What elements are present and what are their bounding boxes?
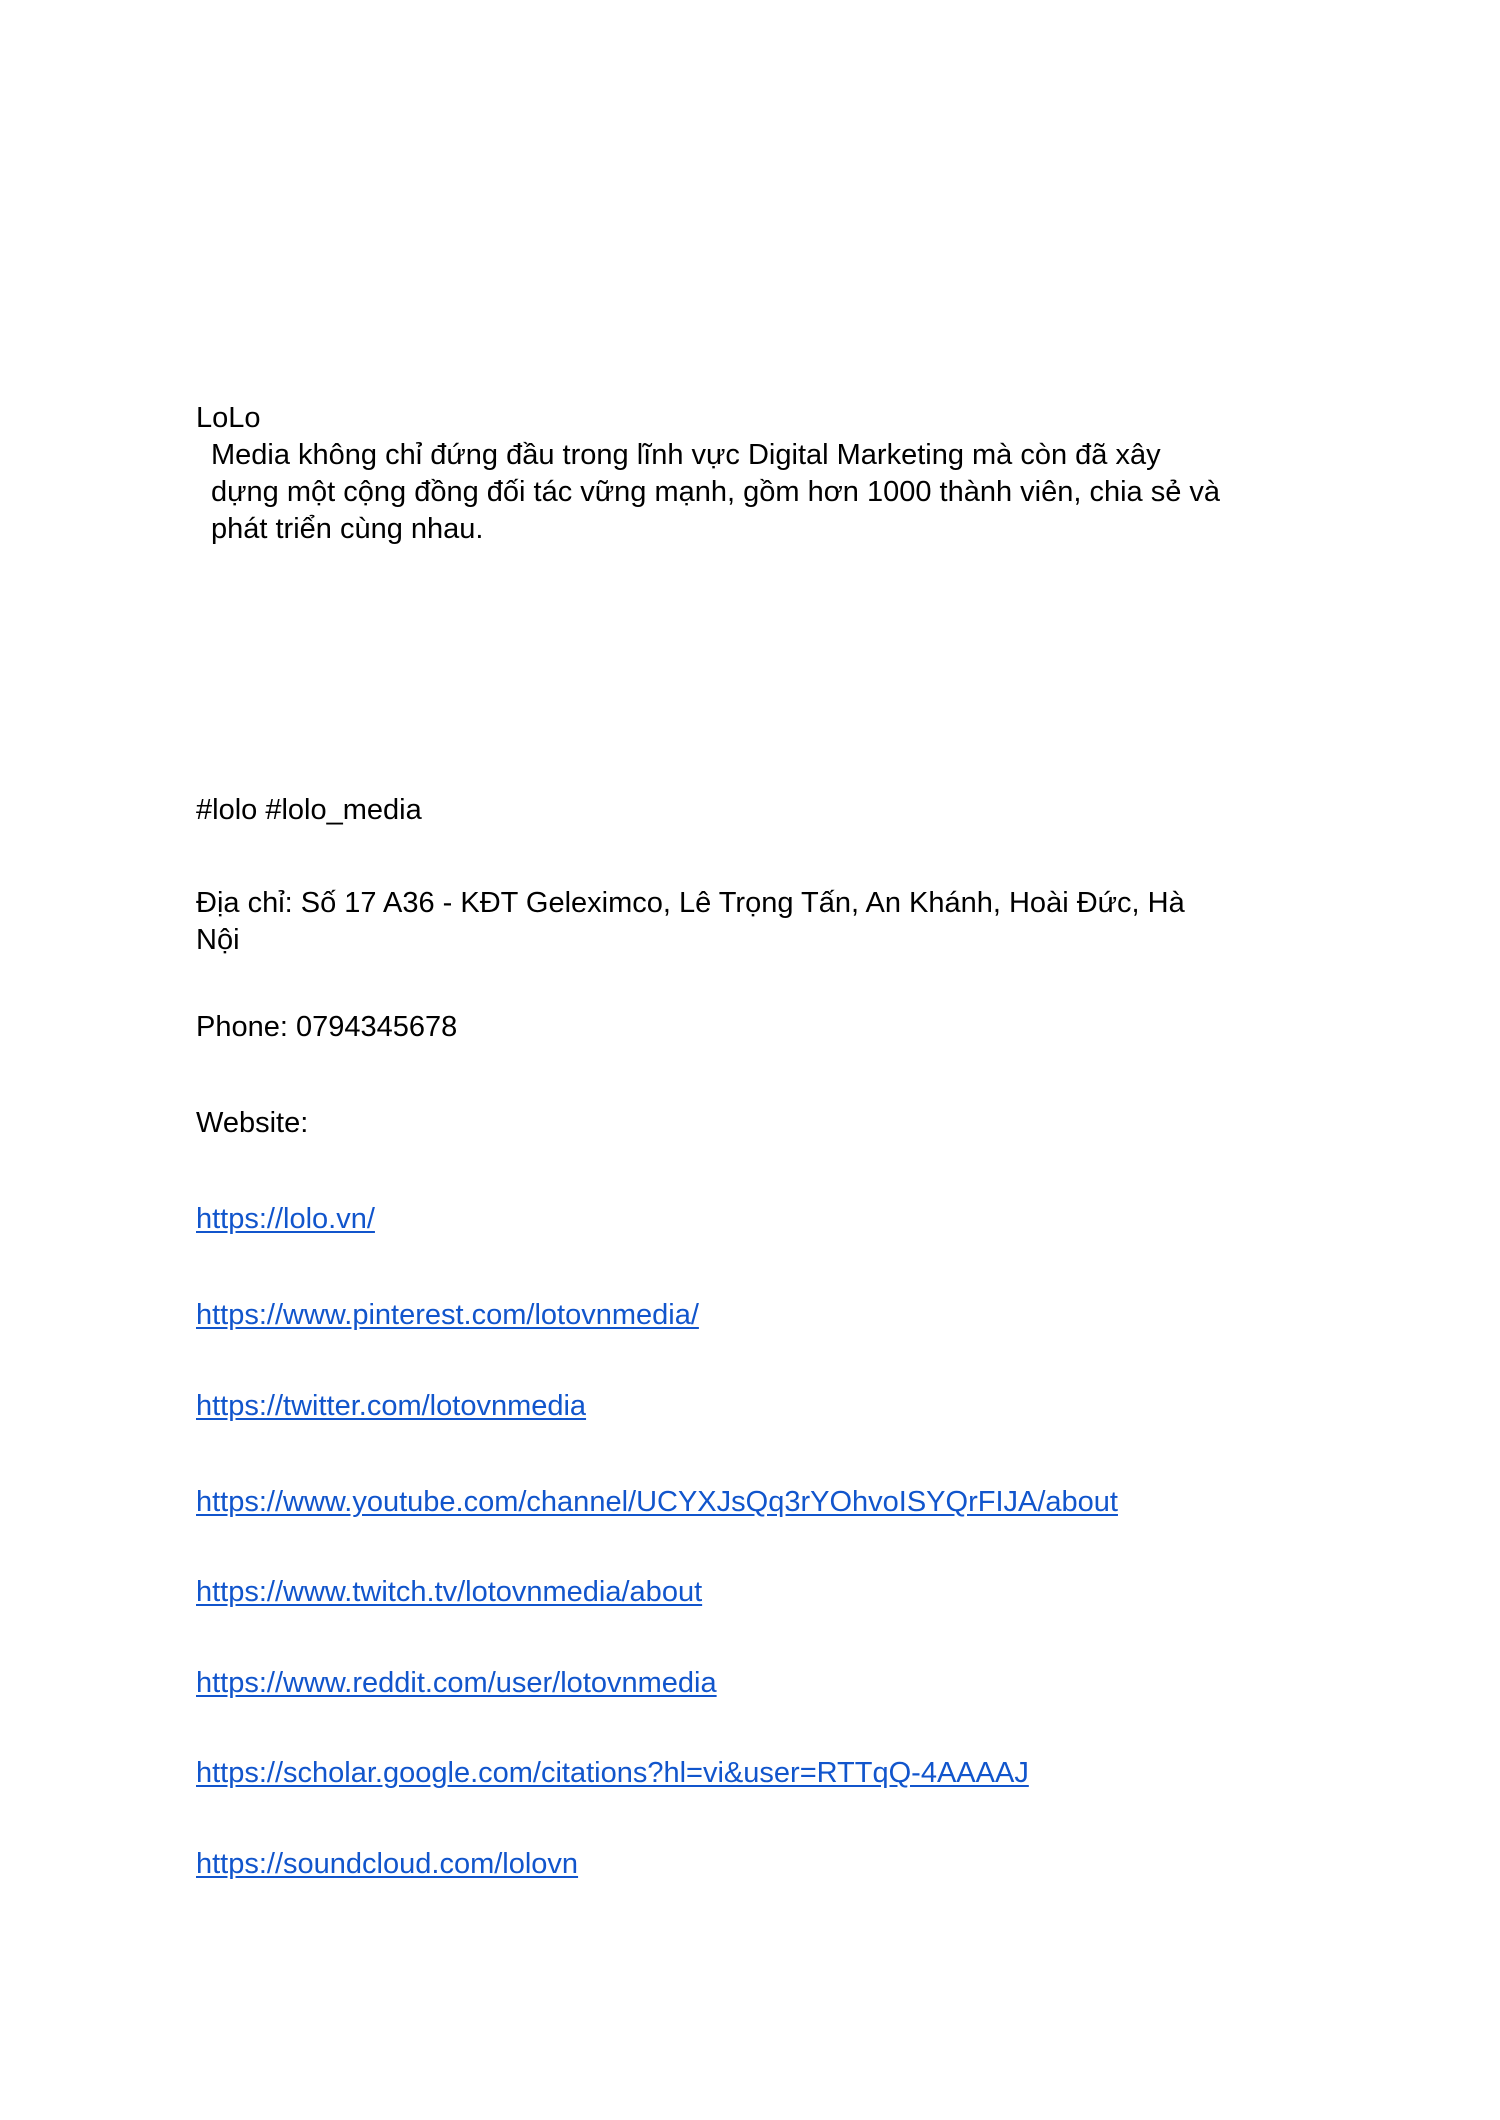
link-google-scholar[interactable]: https://scholar.google.com/citations?hl=vi&user=RTTqQ-4AAAAJ bbox=[196, 1757, 1029, 1789]
phone-text: Phone: 0794345678 bbox=[196, 1011, 458, 1043]
intro-paragraph: Media không chỉ đứng đầu trong lĩnh vực Digital Marketing mà còn đã xây dựng một cộng đồng đối tác vững mạnh, gồm hơn 1000 thành viên, chia sẻ và phát triển cùng nhau. bbox=[211, 439, 1221, 545]
address-text: Địa chỉ: Số 17 A36 - KĐT Geleximco, Lê Trọng Tấn, An Khánh, Hoài Đức, Hà Nội bbox=[196, 887, 1185, 956]
link-reddit[interactable]: https://www.reddit.com/user/lotovnmedia bbox=[196, 1667, 717, 1699]
website-label: Website: bbox=[196, 1107, 309, 1139]
intro-title: LoLo bbox=[196, 402, 261, 434]
link-twitch[interactable]: https://www.twitch.tv/lotovnmedia/about bbox=[196, 1576, 703, 1608]
link-pinterest[interactable]: https://www.pinterest.com/lotovnmedia/ bbox=[196, 1299, 699, 1331]
link-youtube[interactable]: https://www.youtube.com/channel/UCYXJsQq3rYOhvoISYQrFIJA/about bbox=[196, 1486, 1118, 1518]
link-twitter[interactable]: https://twitter.com/lotovnmedia bbox=[196, 1390, 587, 1422]
hashtags: #lolo #lolo_media bbox=[196, 794, 422, 826]
link-lolo-website[interactable]: https://lolo.vn/ bbox=[196, 1203, 375, 1235]
link-soundcloud[interactable]: https://soundcloud.com/lolovn bbox=[196, 1848, 579, 1880]
